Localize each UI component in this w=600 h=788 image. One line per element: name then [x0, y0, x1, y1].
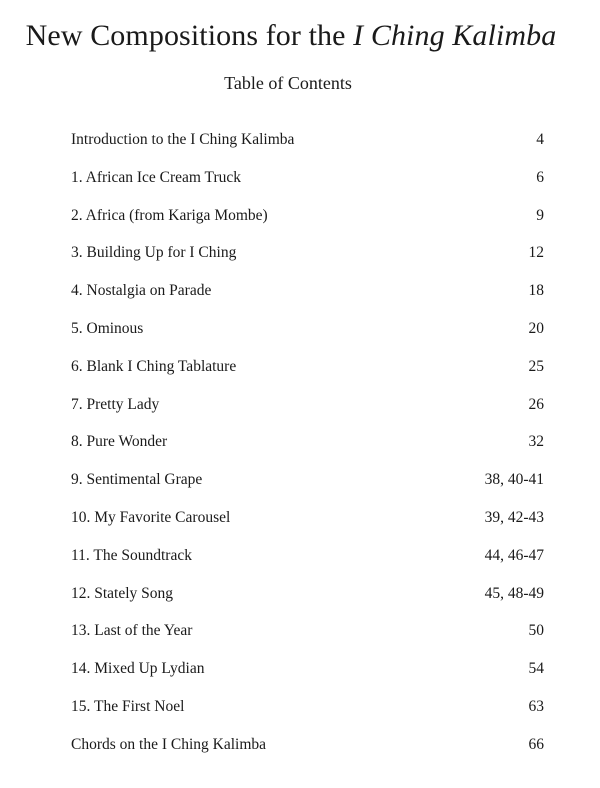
toc-entry-title: 1. African Ice Cream Truck [71, 168, 242, 186]
toc-entry-title: 3. Building Up for I Ching [71, 244, 237, 262]
toc-entry-page: 39, 42-43 [484, 508, 544, 526]
toc-entry-page: 50 [528, 622, 544, 640]
toc-entry-title: 5. Ominous [71, 319, 144, 337]
toc-entry-title: 14. Mixed Up Lydian [71, 660, 205, 678]
toc-entry [71, 694, 544, 732]
toc-entry [71, 543, 544, 581]
toc-entry-title: 13. Last of the Year [71, 622, 193, 640]
toc-heading: Table of Contents [224, 73, 352, 93]
toc-entry [71, 656, 544, 694]
toc-entry-title: 10. My Favorite Carousel [71, 508, 231, 526]
toc-entry-page: 26 [528, 395, 544, 413]
toc-entry [71, 581, 544, 619]
toc-entry-title: 8. Pure Wonder [71, 433, 168, 451]
toc-entry-page: 38, 40-41 [484, 471, 544, 489]
toc-entry-page: 18 [528, 282, 544, 300]
toc-entry [71, 278, 544, 316]
toc-entry-page: 25 [528, 357, 544, 375]
toc-entry-page: 12 [528, 244, 544, 262]
toc-entry-title: Chords on the I Ching Kalimba [71, 735, 267, 753]
toc-entry-page: 32 [528, 433, 544, 451]
toc-entry-title: 12. Stately Song [71, 584, 174, 602]
toc-entry [71, 203, 544, 241]
toc-entry [71, 618, 544, 656]
page-title [0, 14, 582, 58]
page-title-main: New Compositions for the [25, 19, 354, 52]
toc-entry-title: 7. Pretty Lady [71, 395, 160, 413]
toc-entry-page: 66 [528, 735, 544, 753]
toc-entry [71, 127, 544, 165]
toc-entry-title: 11. The Soundtrack [71, 546, 192, 564]
toc-entry [71, 467, 544, 505]
toc-entry-page: 45, 48-49 [484, 584, 544, 602]
toc-entry-page: 44, 46-47 [484, 546, 544, 564]
toc-entry-page: 6 [536, 168, 544, 186]
toc-entry [71, 505, 544, 543]
toc-entry-title: Introduction to the I Ching Kalimba [71, 131, 295, 148]
toc-entry [71, 354, 544, 392]
toc-entry-page: 63 [528, 697, 544, 715]
page-title-italic: I Ching Kalimba [353, 19, 557, 52]
toc-entry-title: 6. Blank I Ching Tablature [71, 357, 237, 375]
toc-entry-title: 2. Africa (from Kariga Mombe) [71, 206, 268, 224]
toc-entry-page: 54 [528, 660, 544, 678]
toc-entry-page: 9 [536, 206, 544, 224]
toc-entry [71, 316, 544, 354]
toc-entry [71, 429, 544, 467]
toc-entry-title: 4. Nostalgia on Parade [71, 282, 212, 300]
toc-entry [71, 240, 544, 278]
toc-entry-page: 4 [536, 131, 544, 148]
table-of-contents [71, 127, 544, 770]
toc-entry-title: 9. Sentimental Grape [71, 471, 203, 489]
toc-entry [71, 392, 544, 430]
toc-entry-page: 20 [528, 319, 544, 337]
toc-entry [71, 165, 544, 203]
toc-entry-title: 15. The First Noel [71, 697, 185, 715]
toc-entry [71, 732, 544, 770]
